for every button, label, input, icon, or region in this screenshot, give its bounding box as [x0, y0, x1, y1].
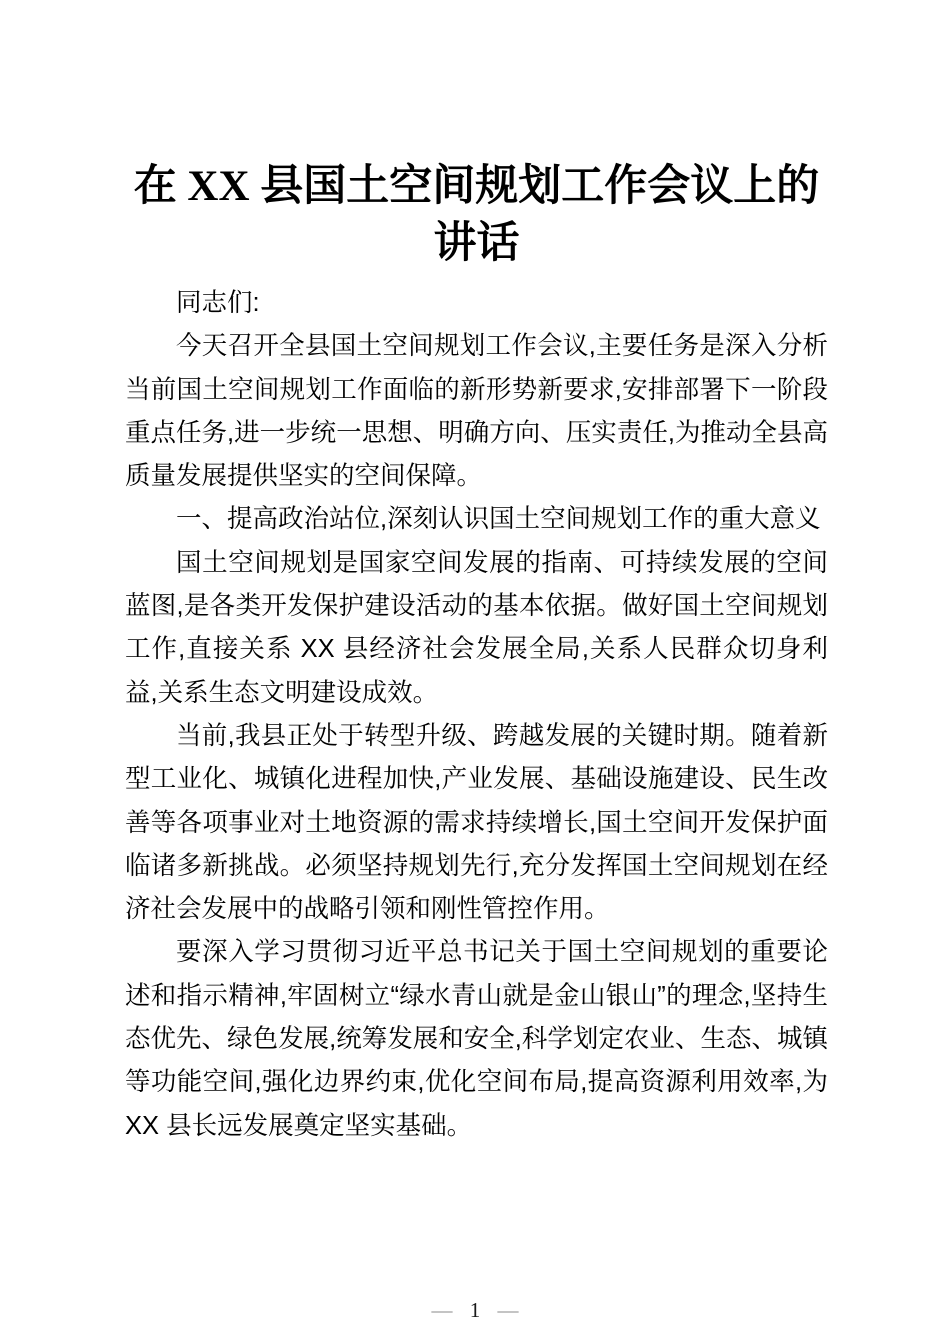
- footer-dash-left: —: [431, 1298, 453, 1322]
- paragraph-body: 国土空间规划是国家空间发展的指南、可持续发展的空间蓝图,是各类开发保护建设活动的基本依据。做好国土空间规划工作,直接关系 XX 县经济社会发展全局,关系人民群众切身利益,关系生态文明建设成效。: [125, 548, 828, 707]
- document-content: [125, 158, 828, 1148]
- page-footer: [0, 1298, 950, 1322]
- paragraph-heading: 一、提高政治站位,深刻认识国土空间规划工作的重大意义: [176, 505, 821, 534]
- paragraph-body: 当前,我县正处于转型升级、跨越发展的关键时期。随着新型工业化、城镇化进程加快,产业发展、基础设施建设、民生改善等各项事业对土地资源的需求持续增长,国土空间开发保护面临诸多新挑战。必须坚持规划先行,充分发挥国土空间规划在经济社会发展中的战略引领和刚性管控作用。: [125, 721, 828, 924]
- footer-dash-right: —: [497, 1298, 519, 1322]
- paragraph-body: 今天召开全县国土空间规划工作会议,主要任务是深入分析当前国土空间规划工作面临的新形势新要求,安排部署下一阶段重点任务,进一步统一思想、明确方向、压实责任,为推动全县高质量发展提供坚实的空间保障。: [125, 332, 828, 491]
- document-body: [125, 282, 828, 1148]
- paragraph-body: 要深入学习贯彻习近平总书记关于国土空间规划的重要论述和指示精神,牢固树立“绿水青山就是金山银山”的理念,坚持生态优先、绿色发展,统筹发展和安全,科学划定农业、生态、城镇等功能空间,强化边界约束,优化空间布局,提高资源利用效率,为 XX 县长远发展奠定坚实基础。: [125, 938, 828, 1140]
- document-title: 在 XX 县国土空间规划工作会议上的讲话: [133, 163, 820, 267]
- paragraph-salutation: 同志们:: [176, 289, 260, 317]
- page-number: 1: [469, 1298, 481, 1322]
